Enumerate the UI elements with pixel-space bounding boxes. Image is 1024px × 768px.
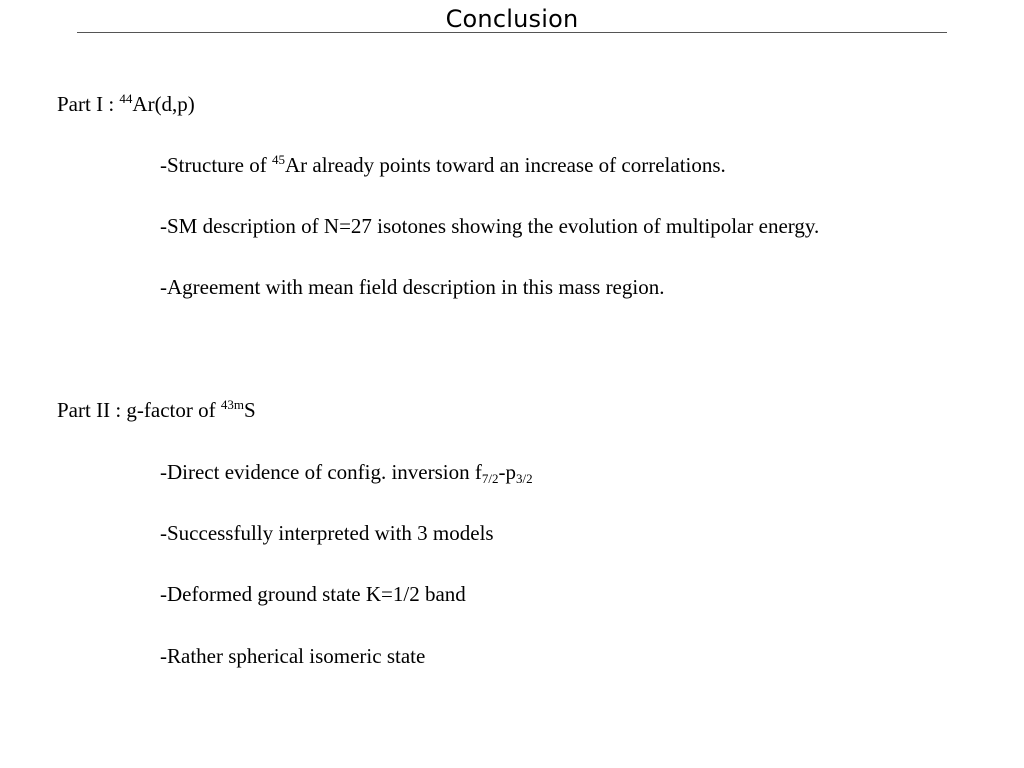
part2-bullet-2: -Successfully interpreted with 3 models	[160, 521, 494, 545]
part1-bullet-1-mass: 45	[271, 152, 285, 167]
part2-bullet-3: -Deformed ground state K=1/2 band	[160, 582, 466, 606]
title-divider	[77, 32, 947, 33]
part2-heading	[57, 397, 256, 423]
part1-bullet-3: -Agreement with mean field description in this mass region.	[160, 275, 665, 299]
part1-bullet-1-prefix: -Structure of	[160, 153, 272, 177]
part1-heading-reaction: Ar(d,p)	[132, 92, 195, 116]
part1-heading-prefix: Part I :	[57, 92, 120, 116]
slide-title: Conclusion	[445, 5, 579, 33]
part2-heading-element: S	[243, 398, 256, 422]
part1-heading-mass: 44	[119, 91, 133, 106]
part2-heading-prefix: Part II : g-factor of	[57, 398, 221, 422]
part1-heading	[57, 91, 195, 117]
part2-bullet-1	[160, 459, 533, 485]
part1-bullet-1	[160, 152, 726, 178]
part1-bullet-1-suffix: Ar already points toward an increase of correlations.	[284, 153, 726, 177]
part2-bullet-1-prefix: -Direct evidence of config. inversion f	[160, 460, 482, 484]
part2-bullet-1-sub1: 7/2	[481, 471, 499, 486]
part2-bullet-1-dash: -p	[498, 460, 516, 484]
part1-bullet-2: -SM description of N=27 isotones showing the evolution of multipolar energy.	[160, 214, 820, 238]
part2-bullet-4: -Rather spherical isomeric state	[160, 644, 426, 668]
part2-heading-mass: 43m	[220, 397, 244, 412]
part2-bullet-1-sub2: 3/2	[516, 471, 533, 486]
